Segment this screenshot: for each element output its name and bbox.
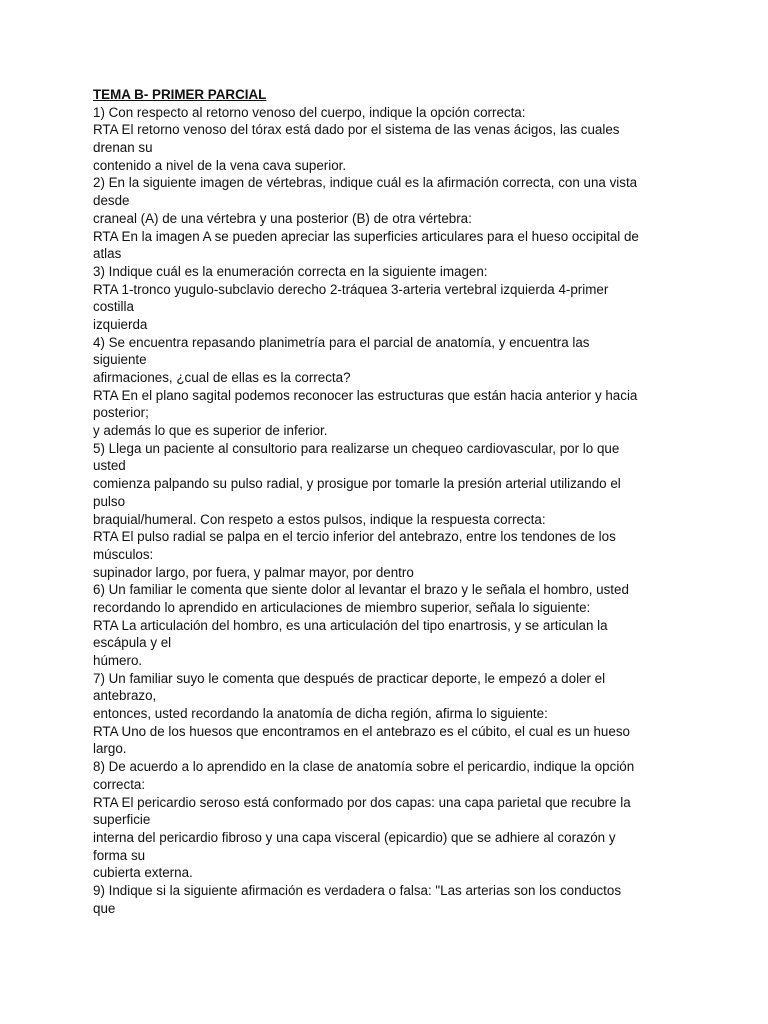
text-line: RTA El retorno venoso del tórax está dado por el sistema de las venas ácigos, las cuales [93,122,620,138]
text-line: 5) Llega un paciente al consultorio para realizarse un chequeo cardiovascular, por lo que [93,440,620,456]
text-line: usted [93,458,126,474]
text-line: costilla [93,299,134,315]
text-line: cubierta externa. [93,865,193,881]
text-line: craneal (A) de una vértebra y una posterior (B) de otra vértebra: [93,210,472,226]
text-line: RTA Uno de los huesos que encontramos en el antebrazo es el cúbito, el cual es un hueso [93,723,630,739]
text-line: posterior; [93,405,149,421]
document-body [93,86,683,917]
text-line: correcta: [93,776,146,792]
text-line: 3) Indique cuál es la enumeración correcta en la siguiente imagen: [93,263,488,279]
text-line: siguiente [93,352,147,368]
text-line: 6) Un familiar le comenta que siente dolor al levantar el brazo y le señala el hombro, usted [93,582,629,598]
text-line: RTA El pulso radial se palpa en el tercio inferior del antebrazo, entre los tendones de los [93,529,616,545]
text-line: braquial/humeral. Con respeto a estos pulsos, indique la respuesta correcta: [93,511,546,527]
text-line: interna del pericardio fibroso y una capa visceral (epicardio) que se adhiere al corazón y [93,829,616,845]
text-line: RTA 1-tronco yugulo-subclavio derecho 2-tráquea 3-arteria vertebral izquierda 4-primer [93,281,609,297]
text-line: desde [93,193,130,209]
text-line: recordando lo aprendido en articulaciones de miembro superior, señala lo siguiente: [93,599,591,615]
text-line: RTA En el plano sagital podemos reconocer las estructuras que están hacia anterior y hacia [93,387,638,403]
text-line: 4) Se encuentra repasando planimetría para el parcial de anatomía, y encuentra las [93,334,590,350]
text-line: músculos: [93,546,154,562]
text-line: largo. [93,741,127,757]
document-text [93,104,683,918]
text-line: que [93,900,116,916]
text-line: RTA La articulación del hombro, es una articulación del tipo enartrosis, y se articulan la [93,617,608,633]
document-title: TEMA B- PRIMER PARCIAL [93,87,267,102]
text-line: antebrazo, [93,688,157,704]
text-line: RTA El pericardio seroso está conformado por dos capas: una capa parietal que recubre la [93,794,631,810]
text-line: entonces, usted recordando la anatomía de dicha región, afirma lo siguiente: [93,706,548,722]
text-line: 9) Indique si la siguiente afirmación es verdadera o falsa: "Las arterias son los conductos [93,882,622,898]
text-line: izquierda [93,316,148,332]
text-line: superficie [93,812,151,828]
text-line: 8) De acuerdo a lo aprendido en la clase de anatomía sobre el pericardio, indique la opción [93,759,635,775]
text-line: 1) Con respecto al retorno venoso del cuerpo, indique la opción correcta: [93,104,526,120]
text-line: contenido a nivel de la vena cava superior. [93,157,347,173]
text-line: húmero. [93,653,143,668]
text-line: comienza palpando su pulso radial, y prosigue por tomarle la presión arterial utilizando el [93,476,621,492]
text-line: y además lo que es superior de inferior. [93,423,328,439]
text-line: RTA En la imagen A se pueden apreciar las superficies articulares para el hueso occipital de [93,228,639,244]
text-line: 2) En la siguiente imagen de vértebras, indique cuál es la afirmación correcta, con una vista [93,175,638,191]
text-line: atlas [93,246,122,262]
text-line: drenan su [93,140,153,156]
text-line: 7) Un familiar suyo le comenta que después de practicar deporte, le empezó a doler el [93,670,606,686]
text-line: afirmaciones, ¿cual de ellas es la correcta? [93,370,351,385]
text-line: escápula y el [93,635,172,651]
text-line: forma su [93,847,146,863]
text-line: supinador largo, por fuera, y palmar mayor, por dentro [93,564,414,580]
text-line: pulso [93,493,126,509]
